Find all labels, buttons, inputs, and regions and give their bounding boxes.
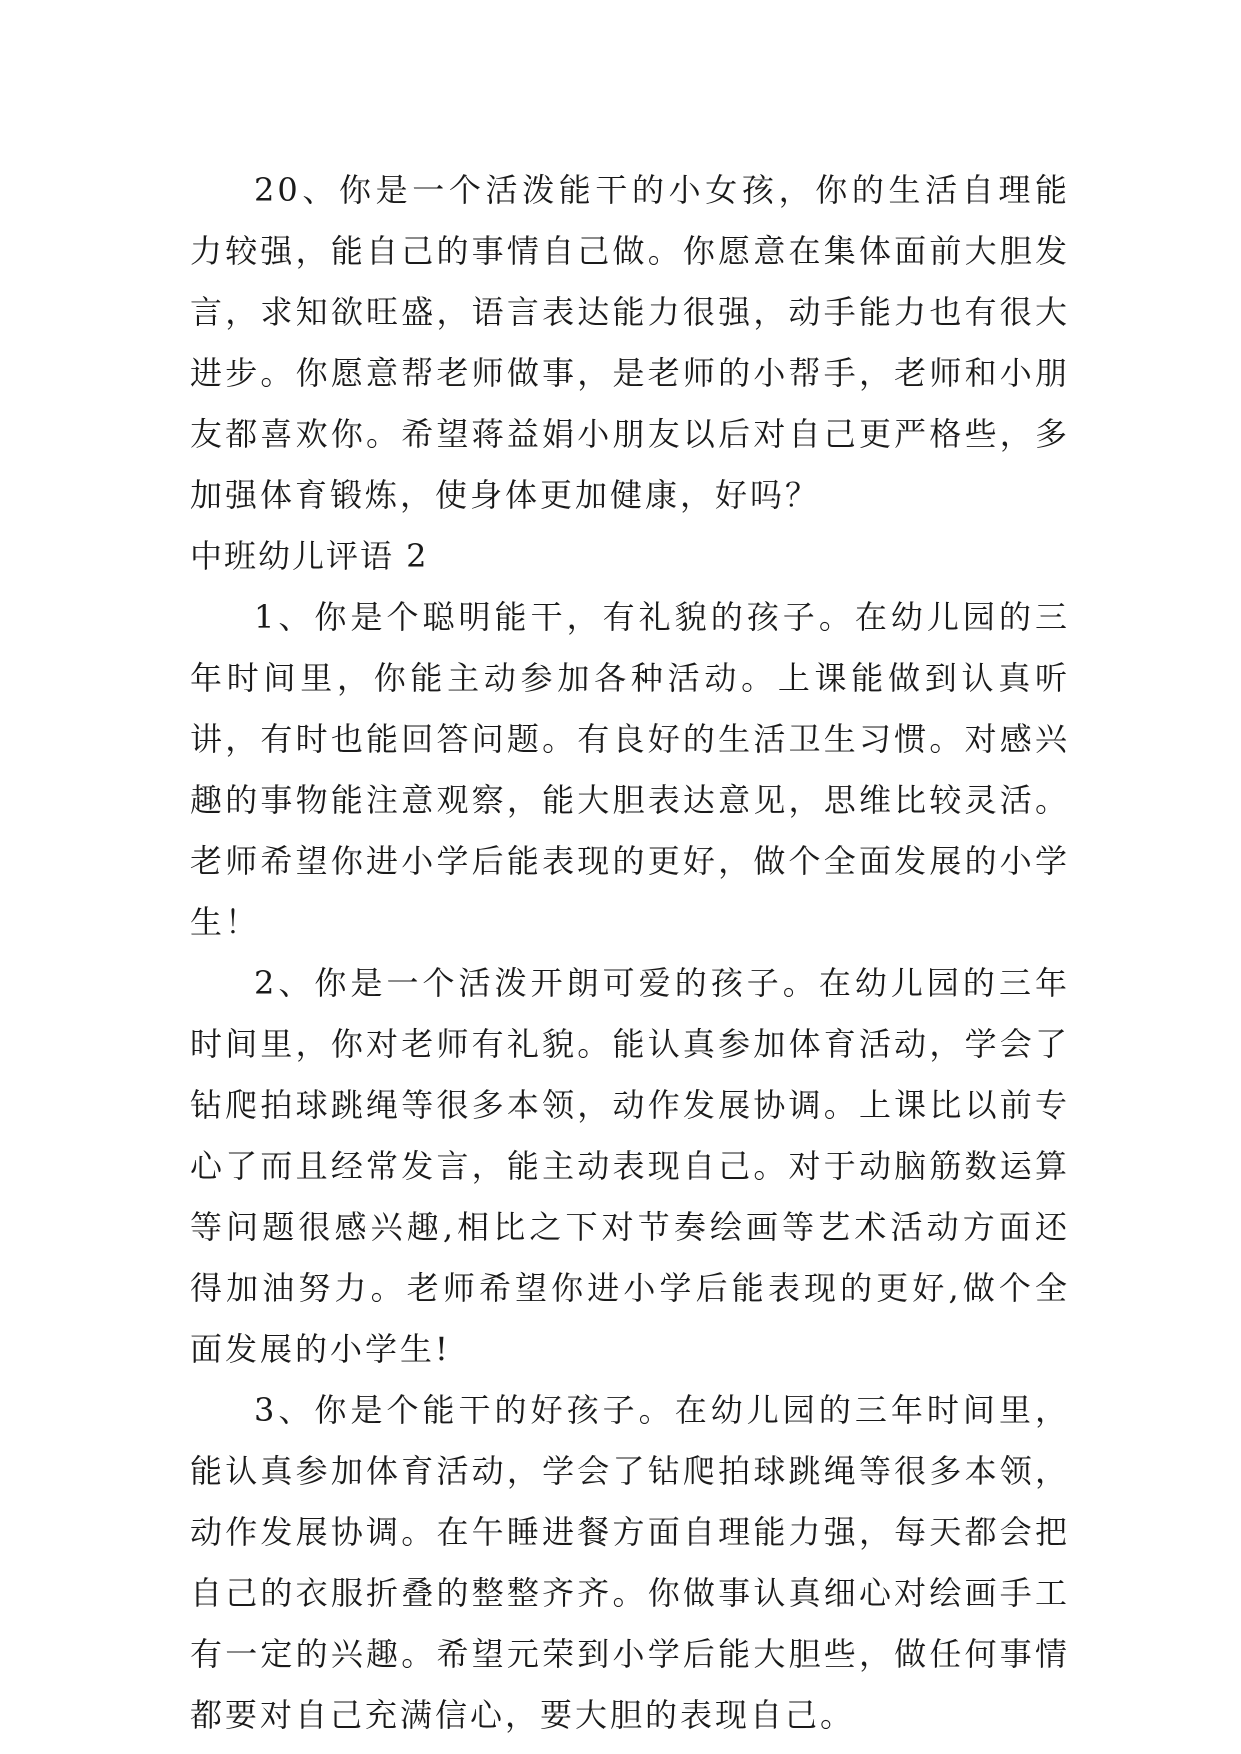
paragraph-2: 2、你是一个活泼开朗可爱的孩子。在幼儿园的三年时间里，你对老师有礼貌。能认真参加体育活动，学会了钻爬拍球跳绳等很多本领，动作发展协调。上课比以前专心了而且经常发言，能主动表现自己。对于动脑筋数运算等问题很感兴趣,相比之下对节奏绘画等艺术活动方面还得加油努力。老师希望你进小学后能表现的更好,做个全面发展的小学生! xyxy=(190,964,1070,1368)
paragraph-3: 3、你是个能干的好孩子。在幼儿园的三年时间里，能认真参加体育活动，学会了钻爬拍球跳绳等很多本领，动作发展协调。在午睡进餐方面自理能力强，每天都会把自己的衣服折叠的整整齐齐。你做事认真细心对绘画手工有一定的兴趣。希望元荣到小学后能大胆些，做任何事情都要对自己充满信心，要大胆的表现自己。 xyxy=(190,1391,1070,1734)
document-content xyxy=(190,160,1070,1746)
section-title: 中班幼儿评语 2 xyxy=(190,537,429,575)
paragraph-20: 20、你是一个活泼能干的小女孩，你的生活自理能力较强，能自己的事情自己做。你愿意在集体面前大胆发言，求知欲旺盛，语言表达能力很强，动手能力也有很大进步。你愿意帮老师做事，是老师的小帮手，老师和小朋友都喜欢你。希望蒋益娟小朋友以后对自己更严格些，多加强体育锻炼，使身体更加健康，好吗？ xyxy=(190,171,1070,514)
paragraph-1: 1、你是个聪明能干，有礼貌的孩子。在幼儿园的三年时间里，你能主动参加各种活动。上课能做到认真听讲，有时也能回答问题。有良好的生活卫生习惯。对感兴趣的事物能注意观察，能大胆表达意见，思维比较灵活。老师希望你进小学后能表现的更好，做个全面发展的小学生！ xyxy=(190,598,1070,941)
